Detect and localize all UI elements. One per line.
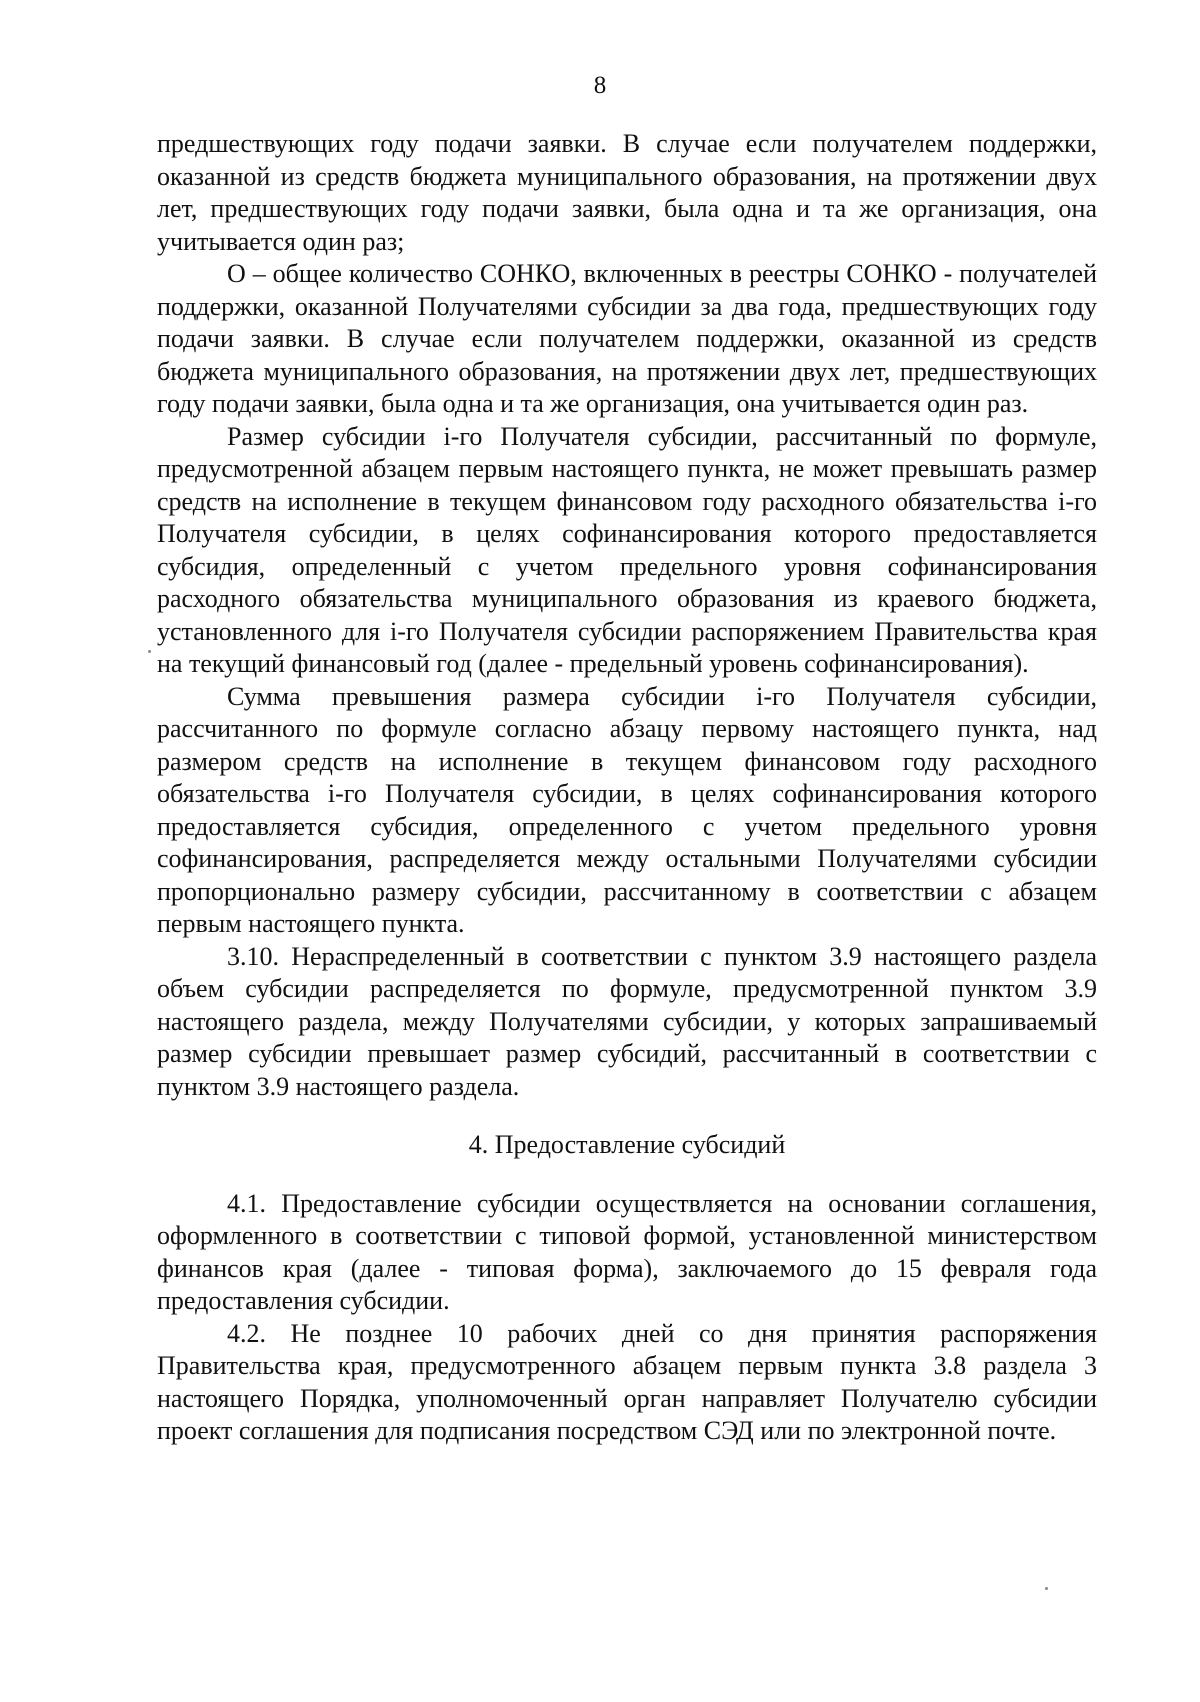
section-heading: 4. Предоставление субсидий: [468, 1130, 786, 1159]
page-number: 8: [593, 72, 607, 99]
paragraph: 3.10. Нераспределенный в соответствии с пунктом 3.9 настоящего раздела объем субсидии распределяется по формуле, предусмотренной пунктом 3.9 настоящего раздела, между Получателями субсидии, у которых запрашиваемый размер субсидии превышает размер субсидий, рассчитанный в соответствии с пунктом 3.9 настоящего раздела.: [157, 941, 1097, 1101]
paragraph: Размер субсидии i-го Получателя субсидии, рассчитанный по формуле, предусмотренной абзацем первым настоящего пункта, не может превышать размер средств на исполнение в текущем финансовом году расходного обязательства i-го Получателя субсидии, в целях софинансирования которого предоставляется субсидия, определенный с учетом предельного уровня софинансирования расходного обязательства муниципального образования из краевого бюджета, установленного для i-го Получателя субсидии распоряжением Правительства края на текущий финансовый год (далее - предельный уровень софинансирования).: [157, 421, 1097, 678]
paragraph: Сумма превышения размера субсидии i-го Получателя субсидии, рассчитанного по формуле согласно абзацу первому настоящего пункта, над размером средств на исполнение в текущем финансовом году расходного обязательства i-го Получателя субсидии, в целях софинансирования которого предоставляется субсидия, определенного с учетом предельного уровня софинансирования, распределяется между остальными Получателями субсидии пропорционально размеру субсидии, рассчитанному в соответствии с абзацем первым настоящего пункта.: [157, 681, 1097, 938]
scan-speck: [148, 650, 151, 653]
paragraph: О – общее количество СОНКО, включенных в реестры СОНКО - получателей поддержки, оказанной Получателями субсидии за два года, предшествующих году подачи заявки. В случае если получателем поддержки, оказанной из средств бюджета муниципального образования, на протяжении двух лет, предшествующих году подачи заявки, была одна и та же организация, она учитывается один раз.: [157, 259, 1097, 418]
document-body: [157, 128, 1097, 1448]
paragraph: предшествующих году подачи заявки. В случае если получателем поддержки, оказанной из средств бюджета муниципального образования, на протяжении двух лет, предшествующих году подачи заявки, была одна и та же организация, она учитывается один раз;: [157, 129, 1097, 256]
paragraph: 4.1. Предоставление субсидии осуществляется на основании соглашения, оформленного в соответствии с типовой формой, установленной министерством финансов края (далее - типовая форма), заключаемого до 15 февраля года предоставления субсидии.: [157, 1188, 1097, 1315]
scan-speck: [1045, 1587, 1048, 1590]
paragraph: 4.2. Не позднее 10 рабочих дней со дня принятия распоряжения Правительства края, предусмотренного абзацем первым пункта 3.8 раздела 3 настоящего Порядка, уполномоченный орган направляет Получателю субсидии проект соглашения для подписания посредством СЭД или по электронной почте.: [157, 1318, 1097, 1445]
